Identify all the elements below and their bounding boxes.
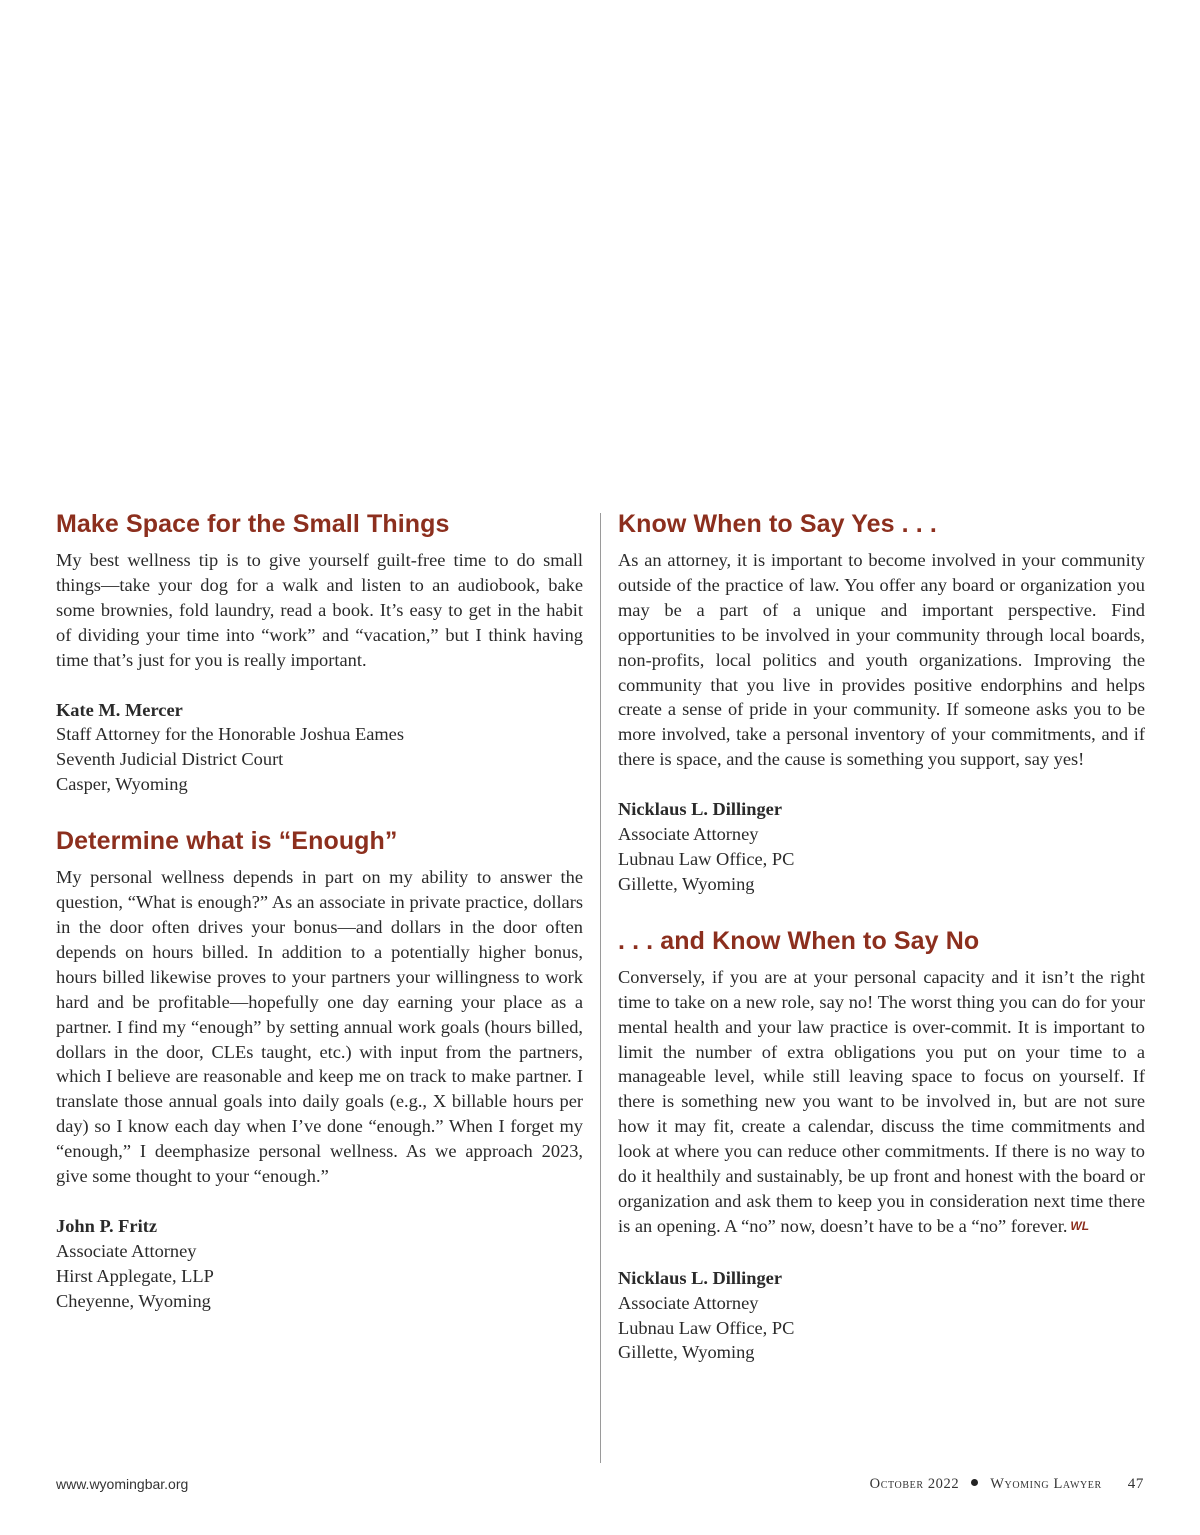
section-body: My personal wellness depends in part on my ability to answer the question, “What is enough?” As an associate in private practice, dollars in the door often drives your bonus—and dollars in the door often depends on hours billed. In addition to a potentially higher bonus, hours billed likewise proves to your partners your willingness to work hard and be profitable—hopefully one day earning your place as a partner. I find my “enough” by setting annual work goals (hours billed, dollars in the door, CLEs taught, etc.) with input from the partners, which I believe are reasonable and keep me on track to make partner. I translate those annual goals into daily goals (e.g., X billable hours per day) so I know each day when I’ve done “enough.” When I forget my “enough,” I deemphasize personal wellness. As we approach 2023, give some thought to your “enough.”	[56, 867, 583, 1187]
left-column	[56, 506, 583, 1340]
author-name: Kate M. Mercer	[56, 699, 183, 720]
footer-website: www.wyomingbar.org	[56, 1476, 189, 1492]
author-title: Associate Attorney	[618, 1292, 759, 1313]
footer-publication: Wyoming Lawyer	[990, 1476, 1102, 1492]
author-title: Staff Attorney for the Honorable Joshua Eames	[56, 724, 404, 745]
author-title: Associate Attorney	[618, 824, 759, 845]
end-mark-wl: WL	[1070, 1218, 1090, 1233]
column-divider	[600, 513, 601, 1463]
section-heading: Make Space for the Small Things	[56, 510, 450, 538]
section-body	[618, 965, 1145, 1241]
article-section-small-things	[56, 506, 583, 797]
author-organization: Lubnau Law Office, PC	[618, 1317, 795, 1338]
footer-issue-info	[870, 1476, 1144, 1493]
section-body: My best wellness tip is to give yourself guilt-free time to do small things—take your dog for a walk and listen to an audiobook, bake some brownies, fold laundry, read a book. It’s easy to get in the habit of dividing your time into “work” and “vacation,” but I think having time that’s just for you is really important.	[56, 550, 583, 670]
author-organization: Seventh Judicial District Court	[56, 749, 284, 770]
page-number: 47	[1127, 1476, 1144, 1492]
right-column	[618, 506, 1145, 1391]
author-location: Cheyenne, Wyoming	[56, 1290, 211, 1311]
author-signature	[56, 1214, 583, 1314]
author-signature	[618, 797, 1145, 897]
section-heading: Know When to Say Yes . . .	[618, 510, 937, 538]
bullet-icon	[971, 1479, 978, 1486]
section-heading: . . . and Know When to Say No	[618, 926, 980, 955]
author-location: Gillette, Wyoming	[618, 1342, 755, 1363]
author-organization: Hirst Applegate, LLP	[56, 1265, 214, 1286]
section-heading: Determine what is “Enough”	[56, 827, 398, 856]
author-signature	[618, 1266, 1145, 1366]
section-body: As an attorney, it is important to become involved in your community outside of the practice of law. You offer any board or organization you may be a part of a unique and important perspective. Find opportunities to be involved in your community through local boards, non-profits, local politics and youth organizations. Improving the community that you live in provides positive endorphins and helps create a sense of pride in your community. If someone asks you to be more involved, take a personal inventory of your commitments, and if there is space, and the cause is something you support, say yes!	[618, 550, 1145, 770]
author-organization: Lubnau Law Office, PC	[618, 848, 795, 869]
section-body-text: Conversely, if you are at your personal capacity and it isn’t the right time to take on a new role, say no! The worst thing you can do for your mental health and your law practice is over-commit. It is important to limit the number of extra obligations you put on your time to a manageable level, while still leaving space to focus on yourself. If there is something new you want to be involved in, but are not sure how it may fit, create a calendar, discuss the time commitments and look at where you can reduce other commitments. If there is no way to do it healthily and sustainably, be up front and honest with the board or organization and ask them to keep you in consideration next time there is an opening. A “no” now, doesn’t have to be a “no” forever.	[618, 966, 1145, 1236]
article-section-enough	[56, 823, 583, 1313]
author-signature	[56, 698, 583, 798]
footer-issue-date: October 2022	[869, 1476, 960, 1492]
author-name: Nicklaus L. Dillinger	[618, 799, 782, 820]
author-name: John P. Fritz	[56, 1215, 157, 1236]
author-name: Nicklaus L. Dillinger	[618, 1267, 782, 1288]
author-location: Gillette, Wyoming	[618, 873, 755, 894]
author-title: Associate Attorney	[56, 1240, 197, 1261]
article-section-say-yes	[618, 506, 1145, 897]
author-location: Casper, Wyoming	[56, 774, 188, 795]
article-section-say-no	[618, 923, 1145, 1366]
